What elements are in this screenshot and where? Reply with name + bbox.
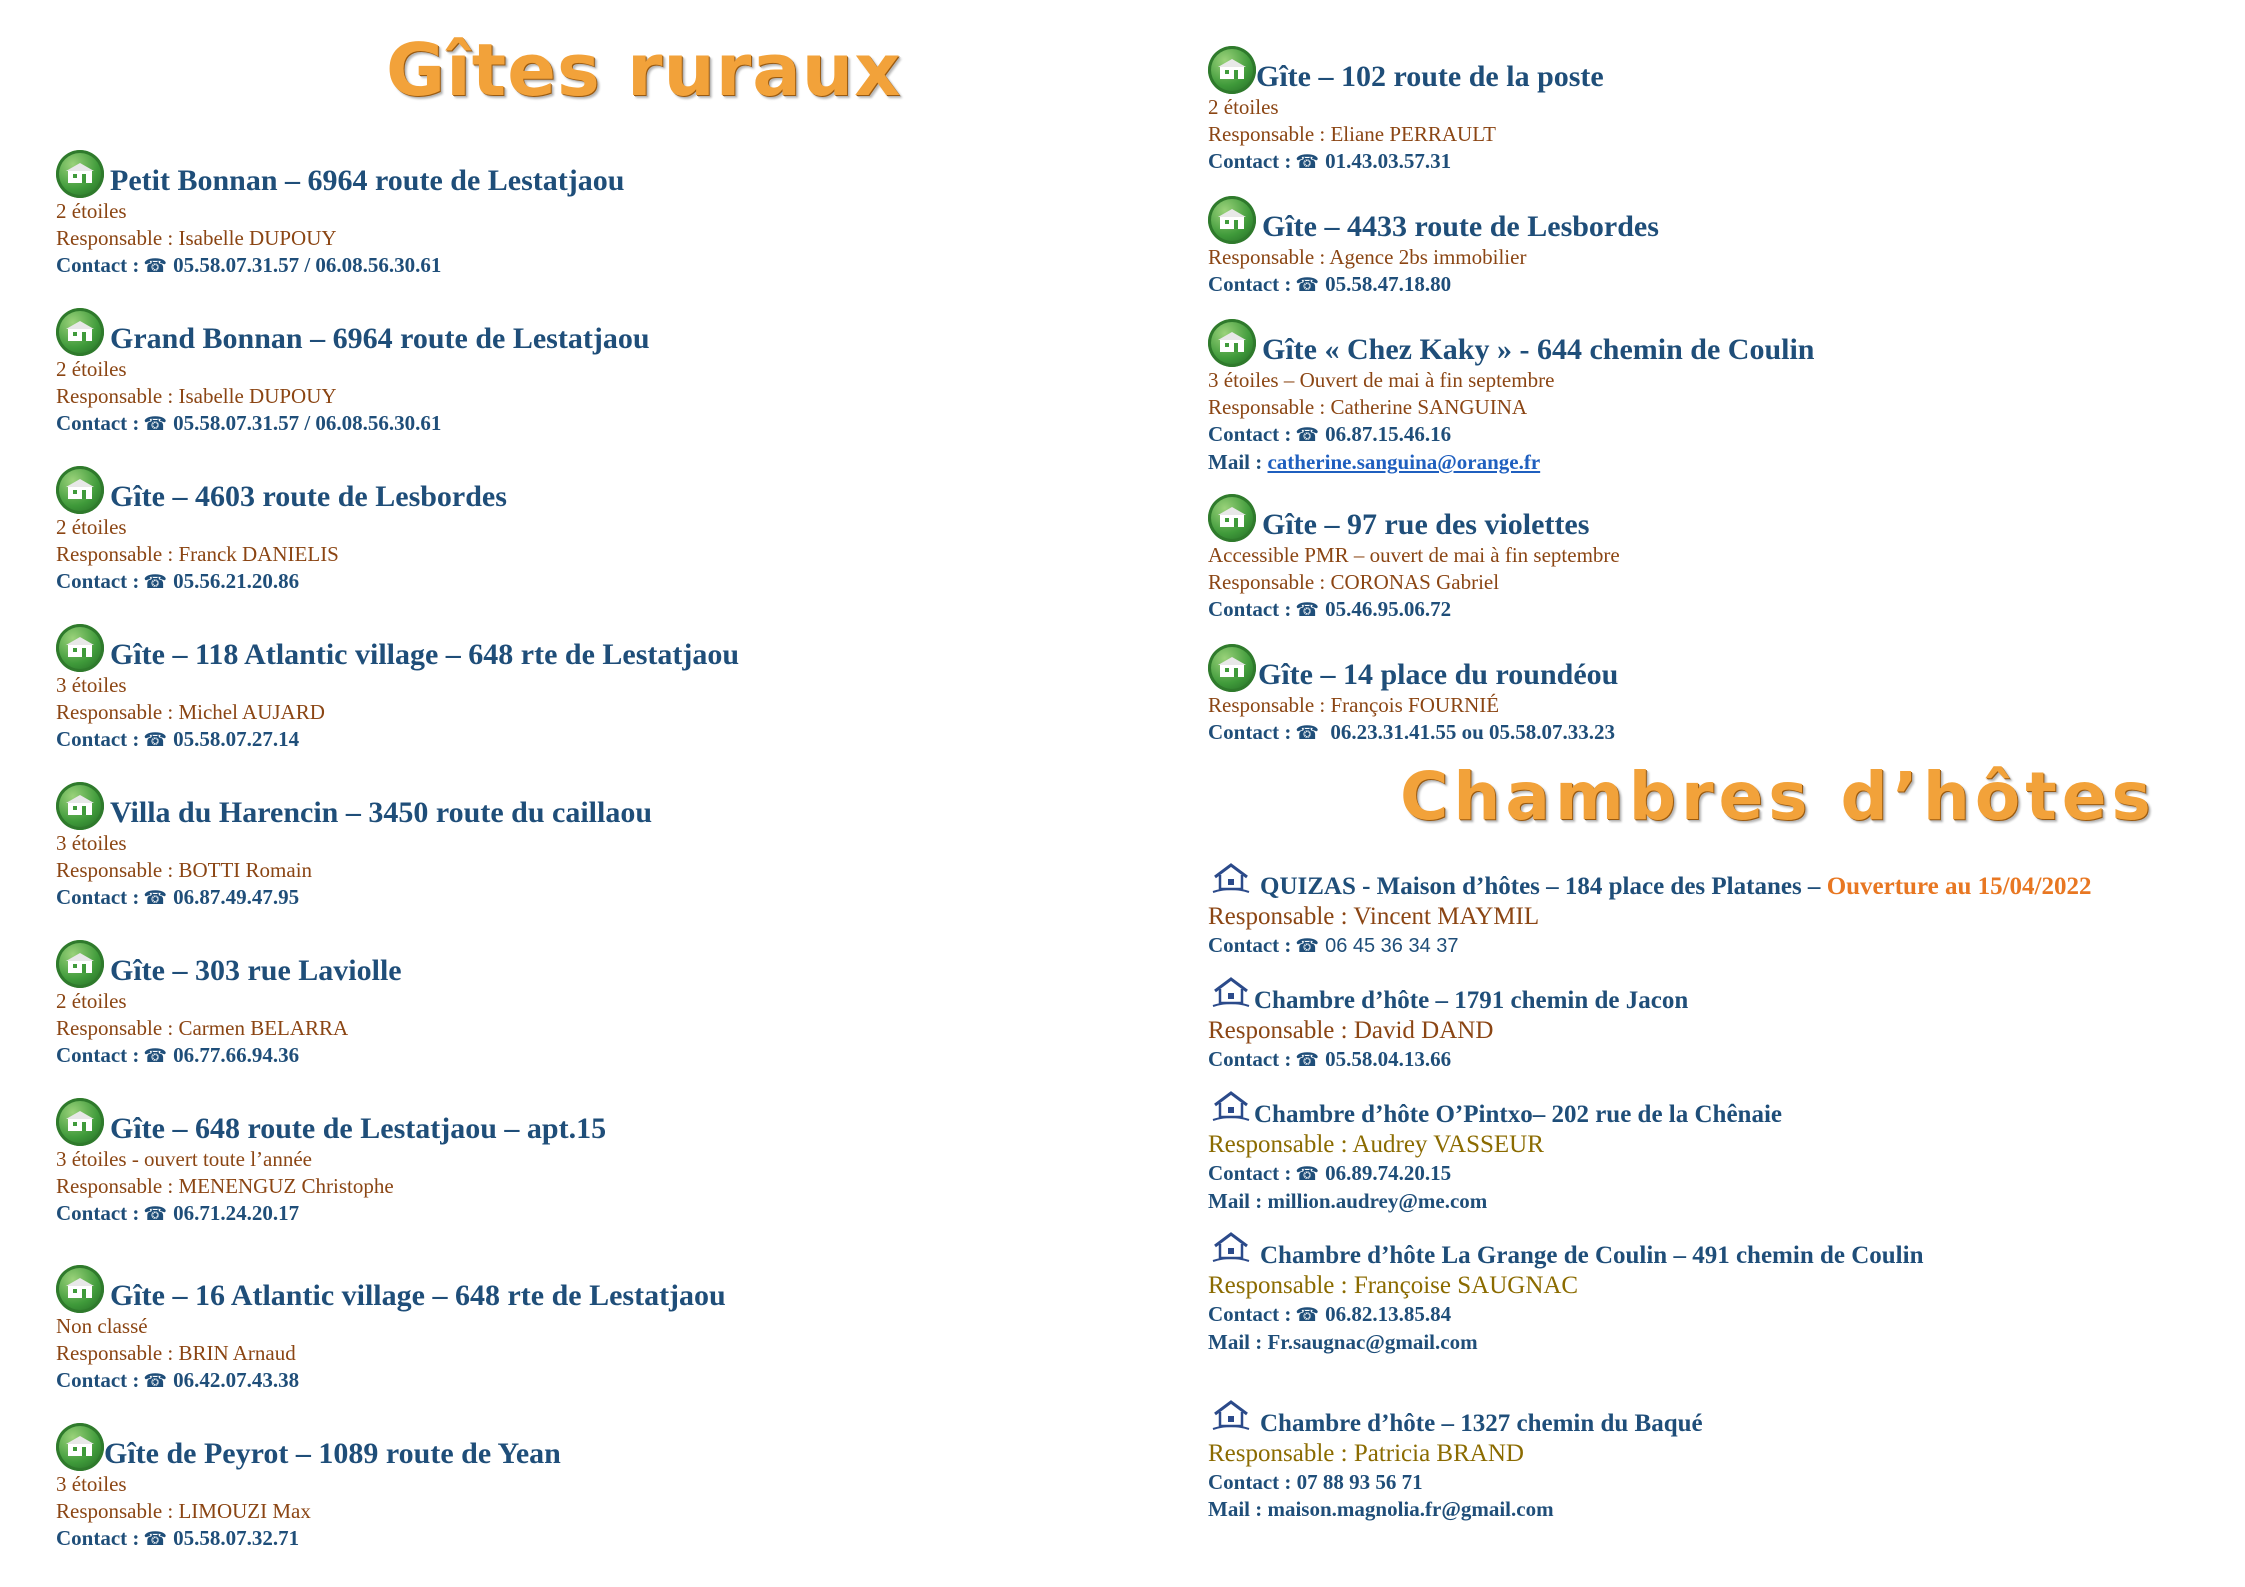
contact-number[interactable]: 05.58.04.13.66 — [1325, 1047, 1452, 1071]
gite-entry-header — [56, 782, 652, 830]
gite-manager: Responsable : Michel AUJARD — [56, 700, 325, 724]
gite-manager: Responsable : CORONAS Gabriel — [1208, 570, 1500, 594]
gite-rating: 3 étoiles - ouvert toute l’année — [56, 1147, 312, 1171]
gite-badge-icon — [56, 150, 104, 198]
gite-manager: Responsable : Isabelle DUPOUY — [56, 226, 337, 250]
chambre-contact — [1208, 1301, 1923, 1329]
gite-rating: 3 étoiles — [56, 673, 127, 697]
gite-badge-icon — [56, 782, 104, 830]
gite-entry — [56, 940, 402, 1070]
gite-manager: Responsable : Eliane PERRAULT — [1208, 122, 1496, 146]
chambre-contact — [1208, 932, 2092, 960]
contact-number[interactable]: 06.87.15.46.16 — [1325, 422, 1452, 446]
contact-label: Contact : — [1208, 597, 1292, 621]
chambre-title: Chambre d’hôte O’Pintxo– 202 rue de la Chênaie — [1254, 1101, 1782, 1128]
gite-entry-header — [1208, 644, 1618, 692]
contact-label: Contact : — [1208, 1302, 1292, 1326]
chambre-entry — [1208, 1090, 1782, 1215]
chambre-title: Chambre d’hôte – 1327 chemin du Baqué — [1260, 1410, 1703, 1437]
contact-label: Contact : — [56, 1201, 140, 1225]
gite-title: Gîte – 4433 route de Lesbordes — [1262, 210, 1659, 243]
contact-number[interactable]: 06 45 36 34 37 — [1325, 935, 1459, 957]
phone-icon: ☎ — [1295, 722, 1320, 744]
contact-number[interactable]: 06.87.49.47.95 — [173, 885, 300, 909]
gite-rating: 2 étoiles — [56, 515, 127, 539]
gite-entry-header — [56, 1265, 726, 1313]
gite-entry — [1208, 644, 1618, 747]
gite-contact — [56, 1042, 402, 1070]
gite-entry — [56, 308, 650, 438]
gite-rating: Accessible PMR – ouvert de mai à fin septembre — [1208, 543, 1620, 567]
gite-contact — [56, 568, 507, 596]
gites-section-title: Gîtes ruraux — [386, 28, 902, 112]
gite-entry — [1208, 196, 1659, 299]
mail-link[interactable]: catherine.sanguina@orange.fr — [1267, 450, 1541, 474]
contact-label: Contact : — [56, 1043, 140, 1067]
chambre-manager: Responsable : Audrey VASSEUR — [1208, 1131, 1544, 1158]
gite-title: Gîte – 102 route de la poste — [1256, 60, 1604, 93]
gite-manager: Responsable : LIMOUZI Max — [56, 1499, 311, 1523]
gite-badge-icon — [56, 1098, 104, 1146]
contact-number[interactable]: 05.58.07.32.71 — [173, 1526, 300, 1550]
gite-contact — [1208, 271, 1659, 299]
gite-title: Grand Bonnan – 6964 route de Lestatjaou — [110, 322, 650, 355]
gite-badge-icon — [1208, 196, 1256, 244]
gite-title: Gîte « Chez Kaky » - 644 chemin de Coulin — [1262, 333, 1815, 366]
chambre-entry-header — [1208, 862, 2092, 902]
gite-rating: 2 étoiles — [56, 199, 127, 223]
mail-address[interactable]: maison.magnolia.fr@gmail.com — [1267, 1497, 1554, 1521]
gite-rating: Non classé — [56, 1314, 148, 1338]
gite-manager: Responsable : MENENGUZ Christophe — [56, 1174, 394, 1198]
gite-title: Gîte – 97 rue des violettes — [1262, 508, 1590, 541]
gite-entry — [56, 150, 624, 280]
chambre-entry — [1208, 976, 1688, 1074]
phone-icon: ☎ — [1295, 1304, 1320, 1326]
contact-number[interactable]: 07 88 93 56 71 — [1296, 1470, 1423, 1494]
gite-contact — [56, 726, 739, 754]
gite-title: Gîte – 303 rue Laviolle — [110, 954, 402, 987]
phone-icon: ☎ — [1295, 599, 1320, 621]
gite-contact — [56, 1525, 561, 1553]
gite-contact — [56, 1200, 606, 1228]
gite-manager: Responsable : Carmen BELARRA — [56, 1016, 349, 1040]
chambre-manager: Responsable : Vincent MAYMIL — [1208, 903, 1540, 930]
contact-label: Contact : — [1208, 933, 1292, 957]
contact-label: Contact : — [56, 569, 140, 593]
chambre-title: Chambre d’hôte – 1791 chemin de Jacon — [1254, 987, 1689, 1014]
contact-or: ou — [1461, 720, 1484, 744]
house-icon — [1208, 1399, 1252, 1439]
gite-manager: Responsable : Isabelle DUPOUY — [56, 384, 337, 408]
contact-number[interactable]: 06.23.31.41.55 — [1330, 720, 1457, 744]
contact-number[interactable]: 06.82.13.85.84 — [1325, 1302, 1452, 1326]
chambre-entry — [1208, 1231, 1923, 1356]
gite-entry — [56, 1098, 606, 1228]
gite-badge-icon — [56, 1423, 104, 1471]
chambre-title: Chambre d’hôte La Grange de Coulin – 491 chemin de Coulin — [1260, 1242, 1924, 1269]
phone-icon: ☎ — [143, 255, 168, 277]
gite-entry-header — [56, 624, 739, 672]
gite-entry — [1208, 494, 1620, 624]
gite-entry-header — [56, 940, 402, 988]
gite-entry-header — [56, 150, 624, 198]
contact-number-2[interactable]: 05.58.07.33.23 — [1489, 720, 1616, 744]
gite-rating: 2 étoiles — [1208, 95, 1279, 119]
chambre-entry-header — [1208, 976, 1688, 1016]
gite-badge-icon — [56, 308, 104, 356]
gite-entry-header — [56, 308, 650, 356]
gite-title: Gîte – 648 route de Lestatjaou – apt.15 — [110, 1112, 607, 1145]
gite-title: Gîte de Peyrot – 1089 route de Yean — [104, 1437, 561, 1470]
phone-icon: ☎ — [143, 1528, 168, 1550]
phone-icon: ☎ — [1295, 424, 1320, 446]
contact-label: Contact : — [56, 885, 140, 909]
contact-number[interactable]: 05.58.07.31.57 / 06.08.56.30.61 — [173, 253, 442, 277]
phone-icon: ☎ — [1295, 151, 1320, 173]
chambre-mail — [1208, 1496, 1703, 1523]
chambre-entry-header — [1208, 1231, 1923, 1271]
phone-icon: ☎ — [143, 1203, 168, 1225]
gite-entry — [1208, 319, 1815, 476]
gite-title: Villa du Harencin – 3450 route du caillaou — [110, 796, 653, 829]
gite-rating: 3 étoiles — [56, 831, 127, 855]
chambre-mail — [1208, 1188, 1782, 1215]
contact-number[interactable]: 05.46.95.06.72 — [1325, 597, 1452, 621]
house-icon — [1208, 1231, 1252, 1271]
contact-label: Contact : — [1208, 149, 1292, 173]
gite-manager: Responsable : BRIN Arnaud — [56, 1341, 296, 1365]
gite-badge-icon — [56, 940, 104, 988]
gite-entry-header — [1208, 494, 1620, 542]
mail-label: Mail : — [1208, 1497, 1263, 1521]
contact-label: Contact : — [1208, 1470, 1292, 1494]
gite-entry — [56, 1265, 726, 1395]
chambre-entry-header — [1208, 1399, 1703, 1439]
mail-address[interactable]: Fr.saugnac@gmail.com — [1267, 1330, 1478, 1354]
gite-entry-header — [1208, 196, 1659, 244]
mail-address[interactable]: million.audrey@me.com — [1267, 1189, 1488, 1213]
phone-icon: ☎ — [1295, 274, 1320, 296]
gite-badge-icon — [1208, 46, 1256, 94]
gite-title: Gîte – 4603 route de Lesbordes — [110, 480, 507, 513]
chambre-contact — [1208, 1046, 1688, 1074]
gite-entry — [56, 782, 652, 912]
gite-rating: 2 étoiles — [56, 357, 127, 381]
gite-badge-icon — [56, 1265, 104, 1313]
contact-number[interactable]: 05.58.07.27.14 — [173, 727, 300, 751]
contact-label: Contact : — [1208, 720, 1292, 744]
contact-label: Contact : — [1208, 272, 1292, 296]
gite-rating: 3 étoiles – Ouvert de mai à fin septembre — [1208, 368, 1555, 392]
gite-contact — [56, 884, 652, 912]
chambre-manager: Responsable : Patricia BRAND — [1208, 1440, 1524, 1467]
gite-badge-icon — [1208, 644, 1256, 692]
chambre-title: QUIZAS - Maison d’hôtes – 184 place des Platanes – Ouverture au 15/04/2022 — [1260, 873, 2092, 900]
gite-contact — [56, 252, 624, 280]
gite-entry-header — [56, 1098, 606, 1146]
contact-label: Contact : — [56, 1368, 140, 1392]
phone-icon: ☎ — [1295, 1163, 1320, 1185]
gite-title: Petit Bonnan – 6964 route de Lestatjaou — [110, 164, 625, 197]
contact-number[interactable]: 01.43.03.57.31 — [1325, 149, 1452, 173]
contact-label: Contact : — [56, 727, 140, 751]
gite-contact — [1208, 421, 1815, 449]
gite-rating: 3 étoiles — [56, 1472, 127, 1496]
gite-contact — [56, 1367, 726, 1395]
gite-entry-header — [56, 466, 507, 514]
contact-label: Contact : — [56, 1526, 140, 1550]
gite-manager: Responsable : BOTTI Romain — [56, 858, 313, 882]
opening-date: Ouverture au 15/04/2022 — [1826, 873, 2092, 900]
phone-icon: ☎ — [143, 887, 168, 909]
contact-label: Contact : — [1208, 422, 1292, 446]
gite-rating: 2 étoiles — [56, 989, 127, 1013]
phone-icon: ☎ — [143, 571, 168, 593]
phone-icon: ☎ — [143, 413, 168, 435]
contact-number[interactable]: 06.42.07.43.38 — [173, 1368, 300, 1392]
chambre-mail — [1208, 1329, 1923, 1356]
chambre-manager: Responsable : David DAND — [1208, 1017, 1494, 1044]
gite-entry — [56, 624, 739, 754]
contact-label: Contact : — [1208, 1161, 1292, 1185]
gite-manager: Responsable : François FOURNIÉ — [1208, 693, 1500, 717]
gite-mail — [1208, 449, 1815, 476]
chambre-contact — [1208, 1469, 1703, 1496]
phone-icon: ☎ — [143, 729, 168, 751]
mail-label: Mail : — [1208, 1189, 1263, 1213]
chambre-manager: Responsable : Françoise SAUGNAC — [1208, 1272, 1579, 1299]
gite-entry-header — [56, 1423, 561, 1471]
phone-icon: ☎ — [143, 1045, 168, 1067]
gite-entry-header — [1208, 319, 1815, 367]
gite-contact — [1208, 719, 1618, 747]
phone-icon: ☎ — [143, 1370, 168, 1392]
house-icon — [1208, 862, 1252, 902]
contact-number[interactable]: 06.71.24.20.17 — [173, 1201, 300, 1225]
gite-contact — [56, 410, 650, 438]
contact-number[interactable]: 06.77.66.94.36 — [173, 1043, 300, 1067]
house-icon — [1208, 976, 1252, 1016]
chambre-entry-header — [1208, 1090, 1782, 1130]
gite-badge-icon — [1208, 494, 1256, 542]
contact-number[interactable]: 05.56.21.20.86 — [173, 569, 300, 593]
gite-manager: Responsable : Agence 2bs immobilier — [1208, 245, 1527, 269]
gite-entry — [1208, 46, 1604, 176]
gite-contact — [1208, 596, 1620, 624]
mail-label: Mail : — [1208, 1330, 1263, 1354]
contact-number[interactable]: 05.58.07.31.57 / 06.08.56.30.61 — [173, 411, 442, 435]
gite-contact — [1208, 148, 1604, 176]
gite-entry-header — [1208, 46, 1604, 94]
house-icon — [1208, 1090, 1252, 1130]
chambre-entry — [1208, 1399, 1703, 1523]
gite-title: Gîte – 14 place du roundéou — [1258, 658, 1619, 691]
gite-title: Gîte – 16 Atlantic village – 648 rte de Lestatjaou — [110, 1279, 726, 1312]
chambre-entry — [1208, 862, 2092, 960]
gite-title: Gîte – 118 Atlantic village – 648 rte de Lestatjaou — [110, 638, 740, 671]
contact-number[interactable]: 05.58.47.18.80 — [1325, 272, 1452, 296]
gite-manager: Responsable : Catherine SANGUINA — [1208, 395, 1528, 419]
gite-manager: Responsable : Franck DANIELIS — [56, 542, 339, 566]
chambres-section-title: Chambres d’hôtes — [1400, 758, 2156, 835]
gite-badge-icon — [56, 466, 104, 514]
contact-label: Contact : — [1208, 1047, 1292, 1071]
gite-entry — [56, 466, 507, 596]
phone-icon: ☎ — [1295, 1049, 1320, 1071]
phone-icon: ☎ — [1295, 935, 1320, 957]
gite-entry — [56, 1423, 561, 1553]
contact-number[interactable]: 06.89.74.20.15 — [1325, 1161, 1452, 1185]
gite-badge-icon — [1208, 319, 1256, 367]
contact-label: Contact : — [56, 253, 140, 277]
chambre-contact — [1208, 1160, 1782, 1188]
gite-badge-icon — [56, 624, 104, 672]
contact-label: Contact : — [56, 411, 140, 435]
mail-label: Mail : — [1208, 450, 1263, 474]
